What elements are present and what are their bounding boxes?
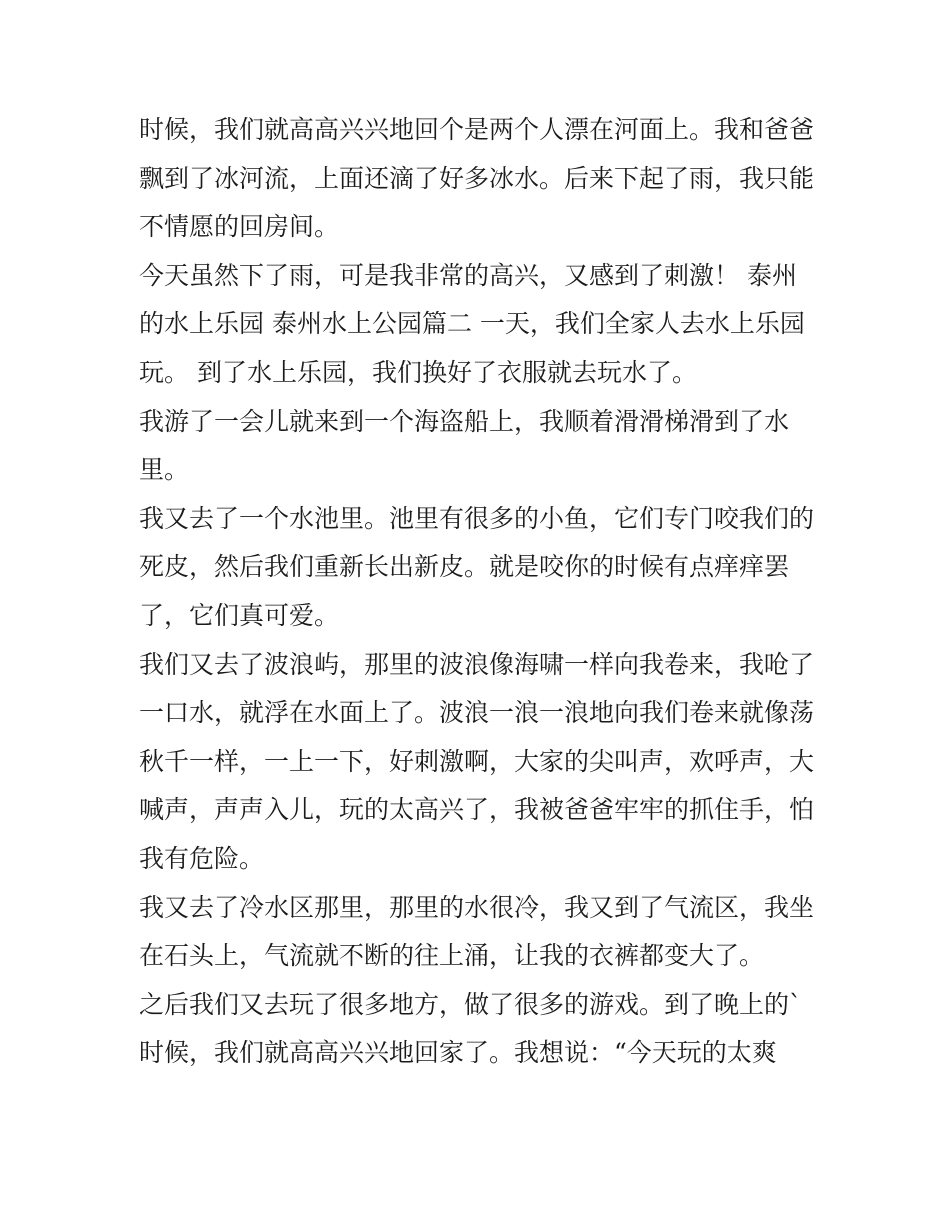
text-line: 不情愿的回房间。 (139, 212, 340, 242)
text-line: 时候，我们就高高兴兴地回个是两个人漂在河面上。我和爸爸 (139, 115, 815, 144)
text-line: 我有危险。 (139, 843, 265, 873)
text-line: 喊声，声声入儿，玩的太高兴了，我被爸爸牢牢的抓住手，怕 (139, 795, 815, 825)
text-line: 了，它们真可爱。 (139, 600, 340, 630)
text-line: 我游了一会儿就来到一个海盗船上，我顺着滑滑梯滑到了水 (139, 406, 790, 436)
text-line: 我又去了一个水池里。池里有很多的小鱼，它们专门咬我们的 (139, 503, 815, 533)
text-line: 一口水，就浮在水面上了。波浪一浪一浪地向我们卷来就像荡 (139, 698, 815, 728)
text-line: 之后我们又去玩了很多地方，做了很多的游戏。到了晚上的` (139, 989, 802, 1019)
text-line: 时候，我们就高高兴兴地回家了。我想说：“今天玩的太爽 (139, 1038, 777, 1068)
document-body-text (139, 106, 819, 1078)
text-line: 里。 (139, 455, 190, 485)
text-line: 的水上乐园 泰州水上公园篇二 一天，我们全家人去水上乐园 (139, 309, 805, 339)
text-line: 飘到了冰河流，上面还滴了好多冰水。后来下起了雨，我只能 (139, 163, 815, 193)
text-line: 秋千一样，一上一下，好刺激啊，大家的尖叫声，欢呼声，大 (139, 746, 815, 776)
text-line: 今天虽然下了雨，可是我非常的高兴，又感到了刺激！ 泰州 (139, 260, 797, 290)
text-line: 我们又去了波浪屿，那里的波浪像海啸一样向我卷来，我呛了 (139, 649, 815, 679)
text-line: 在石头上，气流就不断的往上涌，让我的衣裤都变大了。 (139, 941, 765, 971)
text-line: 玩。 到了水上乐园，我们换好了衣服就去玩水了。 (139, 357, 697, 387)
text-line: 死皮，然后我们重新长出新皮。就是咬你的时候有点痒痒罢 (139, 552, 790, 582)
text-line: 我又去了冷水区那里，那里的水很冷，我又到了气流区，我坐 (139, 892, 815, 922)
